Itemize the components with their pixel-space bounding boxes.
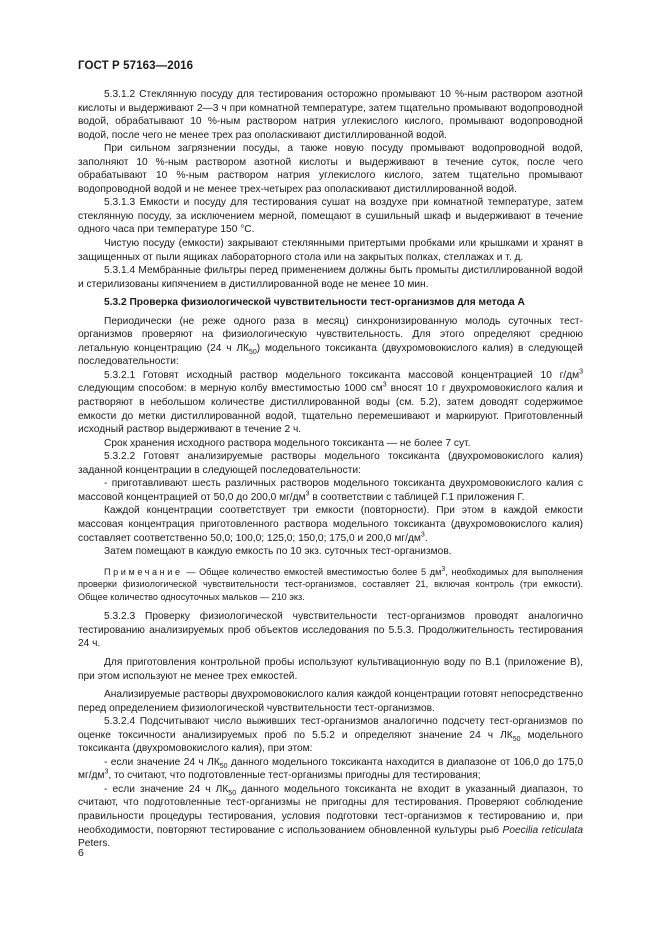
paragraph-clean-storage: Чистую посуду (емкости) закрывают стеклянными притертыми пробками или крышками и хранят в защищенных от пыли ящиках лабораторного стола или на закрытых полках, стеллажах и т. д. bbox=[78, 238, 583, 263]
text-run: 5.3.2.4 Подсчитывают число выживших тест-организмов аналогично подсчету тест-организмов по оценке токсичности анализируемых проб по 5.5.2 и определяют значение 24 ч ЛК bbox=[78, 716, 583, 741]
text-run: — Общее количество емкостей вместимостью более 5 дм bbox=[182, 566, 442, 577]
paragraph-prepare-solutions: Анализируемые растворы двухромовокислого калия каждой концентрации готовят непосредственно перед определением физиологической чувствительности тест-организмов. bbox=[78, 689, 583, 714]
text-run: данного модельного токсиканта не входит в указанный диапазон, то считают, что подготовленные тест-организмы не пригодны для тестирования. Проверяют соблюдение правильности процедуры тестирования, условия подготовки тест-организмов к тестированию и, при необходимости, повторяют тестирование с использованием обновленной культуры рыб bbox=[78, 783, 583, 836]
text-run: . bbox=[424, 532, 428, 544]
text-run: - приготавливают шесть различных растворов модельного токсиканта двухромовокислого калия с массовой концентрацией от 50,0 до 200,0 мг/дм bbox=[78, 478, 583, 503]
text-run: вносят 10 г двухромовокислого калия и растворяют в небольшом количестве дистиллированной воды (см. 5.2), затем доводят содержимое емкости до метки дистиллированной водой, тщательно перемешивают и маркируют. Приготовленный исходный раствор выдерживают в течение 2 ч. bbox=[78, 383, 583, 436]
paragraph-heavy-contamination: При сильном загрязнении посуды, а также новую посуду промывают водопроводной водой, заполняют 10 %-ным раствором азотной кислоты и выдерживают в течение суток, после чего обрабатывают 10 %-ным раствором натрия углекислого кислого, затем тщательно промывают водопроводной водой и не менее трех-четырех раз ополаскивают дистиллированной водой. bbox=[78, 143, 583, 195]
text-run: данного модельного токсиканта находится в диапазоне от 106,0 до 175,0 мг/дм bbox=[78, 756, 583, 782]
superscript: 3 bbox=[104, 769, 109, 776]
text-run: следующим способом: в мерную колбу вместимостью 1000 см bbox=[78, 383, 383, 395]
paragraph-three-vessels bbox=[78, 504, 583, 545]
superscript: 3 bbox=[382, 382, 387, 390]
superscript: 3 bbox=[579, 368, 583, 376]
subscript: 50 bbox=[228, 789, 237, 797]
page-number: 6 bbox=[78, 847, 84, 859]
text-run: , необходимых для выполнения проверки физиологической чувствительности тест-организмов, составляет 21, включая контроль (три емкости). Общее количество односуточных мальков — 210 экз. bbox=[78, 566, 583, 602]
paragraph-5-3-1-2: 5.3.1.2 Стеклянную посуду для тестирования осторожно промывают 10 %-ным раствором азотной кислоты и выдерживают 2—3 ч при комнатной температуре, затем тщательно промывают водопроводной водой, обрабатывают 10 %-ным раствором натрия углекислого кислого, промывают водопроводной водой, после чего не менее трех раз ополаскивают дистиллированной водой. bbox=[78, 89, 583, 141]
paragraph-storage-period: Срок хранения исходного раствора модельного токсиканта — не более 7 сут. bbox=[104, 437, 471, 449]
text-run: - если значение 24 ч ЛК bbox=[104, 756, 220, 768]
superscript: 3 bbox=[441, 565, 446, 573]
document-body bbox=[78, 88, 583, 851]
paragraph-5-3-1-4: 5.3.1.4 Мембранные фильтры перед применением должны быть промыты дистиллированной водой и стерилизованы кипячением в дистиллированной воде не менее 10 мин. bbox=[78, 265, 583, 290]
superscript: 3 bbox=[420, 531, 425, 539]
superscript: 3 bbox=[305, 490, 310, 498]
paragraph-periodic-check bbox=[78, 315, 583, 369]
text-run: Каждой концентрации соответствует три емкости (повторности). При этом в каждой емкости массовая концентрация приготовленного раствора модельного токсиканта (двухромовокислого калия) составляет соответственно 50,0; 100,0; 125,0; 150,0; 175,0 и 200,0 мг/дм bbox=[78, 505, 583, 544]
text-run: - если значение 24 ч ЛК bbox=[104, 783, 229, 795]
paragraph-5-3-2-4 bbox=[78, 715, 583, 756]
text-run: ) модельного токсиканта (двухромовокислого калия) в следующей последовательности: bbox=[78, 342, 583, 368]
text-run: , то считают, что подготовленные тест-организмы пригодны для тестирования; bbox=[108, 770, 481, 782]
paragraph-5-3-1-3: 5.3.1.3 Емкости и посуду для тестирования сушат на воздухе при комнатной температуре, затем стеклянную посуду, за исключением мерной, помещают в сушильный шкаф и выдерживают в течение одного часа при температуре 150 °С. bbox=[78, 197, 583, 236]
paragraph-5-3-2-3: 5.3.2.3 Проверку физиологической чувствительности тест-организмов проводят аналогично тестированию анализируемых проб объектов исследования по 5.5.3. Продолжительность тестирования 24 ч. bbox=[78, 611, 583, 650]
text-run: в соответствии с таблицей Г.1 приложения Г. bbox=[309, 491, 525, 503]
text-run: 5.3.2.1 Готовят исходный раствор модельного токсиканта массовой концентрацией 10 г/дм bbox=[104, 369, 580, 381]
species-name: Poecilia reticulata bbox=[502, 824, 583, 836]
subscript: 50 bbox=[248, 348, 257, 356]
text-run: Периодически (не реже одного раза в месяц) синхронизированную молодь суточных тест-организмов проверяют на физиологическую чувствительность. Для этого определяют среднюю летальную концентрацию (24 ч ЛК bbox=[78, 315, 583, 354]
section-heading-5-3-2: 5.3.2 Проверка физиологической чувствительности тест-организмов для метода А bbox=[104, 297, 525, 309]
note-block bbox=[78, 566, 583, 604]
text-run: Peters. bbox=[78, 838, 111, 850]
list-item-out-of-range bbox=[78, 783, 583, 851]
paragraph-5-3-2-1 bbox=[78, 369, 583, 437]
subscript: 50 bbox=[219, 762, 228, 770]
text-run: модельного токсиканта (двухромовокислого калия), при этом: bbox=[78, 729, 583, 755]
paragraph-5-3-2-2: 5.3.2.2 Готовят анализируемые растворы модельного токсиканта (двухромовокислого калия) заданной концентрации в следующей последовательности: bbox=[78, 451, 583, 476]
paragraph-place-organisms: Затем помещают в каждую емкость по 10 экз. суточных тест-организмов. bbox=[104, 546, 452, 558]
paragraph-control-sample: Для приготовления контрольной пробы используют культивационную воду по В.1 (приложение В), при этом используют не менее трех емкостей. bbox=[78, 657, 583, 682]
list-item-six-solutions bbox=[78, 477, 583, 504]
standard-header: ГОСТ Р 57163—2016 bbox=[78, 60, 194, 72]
subscript: 50 bbox=[512, 735, 521, 743]
note-label: Примечание bbox=[104, 566, 183, 577]
list-item-within-range bbox=[78, 756, 583, 783]
